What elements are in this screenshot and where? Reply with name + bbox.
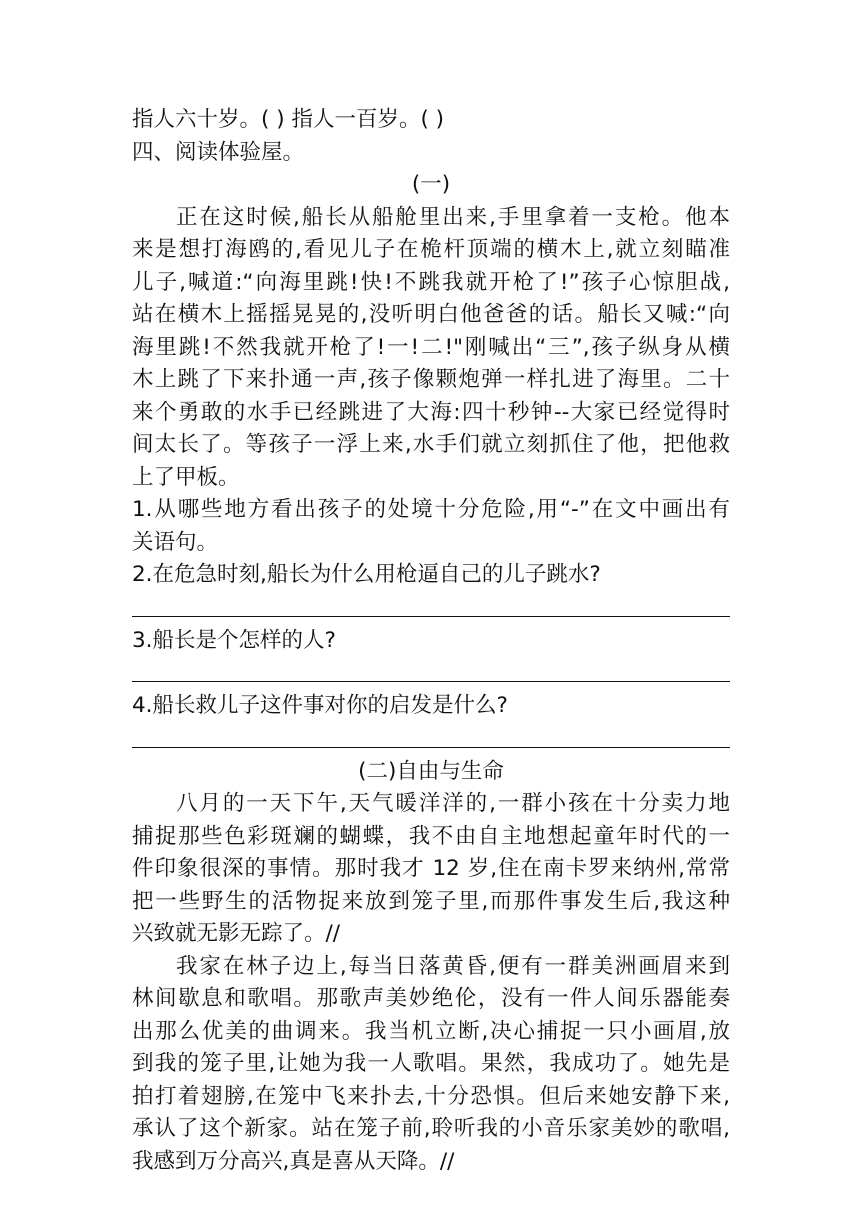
passage2-line: 把一些野生的活物捉来放到笼子里,而那件事发生后,我这种 xyxy=(132,888,730,914)
passage2-line: 到我的笼子里,让她为我一人歌唱。果然，我成功了。她先是 xyxy=(132,1051,730,1076)
passage1-questions xyxy=(132,494,730,748)
question-4: 4.船长救儿子这件事对你的启发是什么? xyxy=(132,693,508,718)
passage1-line: 上了甲板。 xyxy=(132,464,240,490)
passage1-line: 间太长了。等孩子一浮上来,水手们就立刻抓住了他，把他救 xyxy=(132,432,730,457)
passage2-title: (二)自由与生命 xyxy=(358,758,504,784)
passage2-line: 件印象很深的事情。那时我才 12 岁,住在南卡罗来纳州,常常 xyxy=(132,856,730,881)
passage1-line: 站在横木上摇摇晃晃的,没听明白他爸爸的话。船长又喊:“向 xyxy=(132,302,730,327)
passage1-body xyxy=(132,202,730,495)
section-heading: 四、阅读体验屋。 xyxy=(132,139,305,165)
passage1-line: 正在这时候,船长从船舱里出来,手里拿着一支枪。他本 xyxy=(176,204,730,230)
document-page xyxy=(132,104,730,1178)
answer-line-q2[interactable] xyxy=(132,592,730,617)
passage1-line: 儿子,喊道:“向海里跳!快!不跳我就开枪了!”孩子心惊胆战, xyxy=(132,269,730,295)
passage2-line: 拍打着翅膀,在笼中飞来扑去,十分恐惧。但后来她安静下来, xyxy=(132,1083,730,1109)
passage2-line: 承认了这个新家。站在笼子前,聆听我的小音乐家美妙的歌唱, xyxy=(132,1116,730,1141)
passage2-paragraph-2 xyxy=(132,951,730,1179)
answer-line-q4[interactable] xyxy=(132,723,730,748)
passage2-line: 兴致就无影无踪了。// xyxy=(132,921,340,946)
passage2-line: 我家在林子边上,每当日落黄昏,便有一群美洲画眉来到 xyxy=(176,953,730,979)
passage1-line: 来个勇敢的水手已经跳进了大海:四十秒钟--大家已经觉得时 xyxy=(132,399,730,425)
passage1-line: 海里跳!不然我就开枪了!一!二!"刚喊出“三”,孩子纵身从横 xyxy=(132,334,730,360)
question-3: 3.船长是个怎样的人? xyxy=(132,627,336,653)
question-2: 2.在危急时刻,船长为什么用枪逼自己的儿子跳水? xyxy=(132,562,601,587)
passage1-title: (一) xyxy=(411,172,451,197)
question-1: 1.从哪些地方看出孩子的处境十分危险,用“-”在文中画出有 xyxy=(132,497,730,522)
passage2-paragraph-1 xyxy=(132,788,730,951)
passage2-line: 出那么优美的曲调来。我当机立断,决心捕捉一只小画眉,放 xyxy=(132,1018,730,1044)
passage2-line: 我感到万分高兴,真是喜从天降。// xyxy=(132,1148,455,1174)
passage2-line: 八月的一天下午,天气暖洋洋的,一群小孩在十分卖力地 xyxy=(176,791,730,816)
passage2-line: 捕捉那些色彩斑斓的蝴蝶，我不由自主地想起童年时代的一 xyxy=(132,823,730,849)
passage2-line: 林间歇息和歌唱。那歌声美妙绝伦，没有一件人间乐器能奏 xyxy=(132,986,730,1011)
passage1-line: 木上跳了下来扑通一声,孩子像颗炮弹一样扎进了海里。二十 xyxy=(132,367,730,392)
answer-line-q3[interactable] xyxy=(132,657,730,682)
question-1-continued: 关语句。 xyxy=(132,529,219,555)
previous-exercise-line: 指人六十岁。( ) 指人一百岁。( ) xyxy=(132,107,445,132)
passage1-line: 来是想打海鸥的,看见儿子在桅杆顶端的横木上,就立刻瞄准 xyxy=(132,237,730,262)
